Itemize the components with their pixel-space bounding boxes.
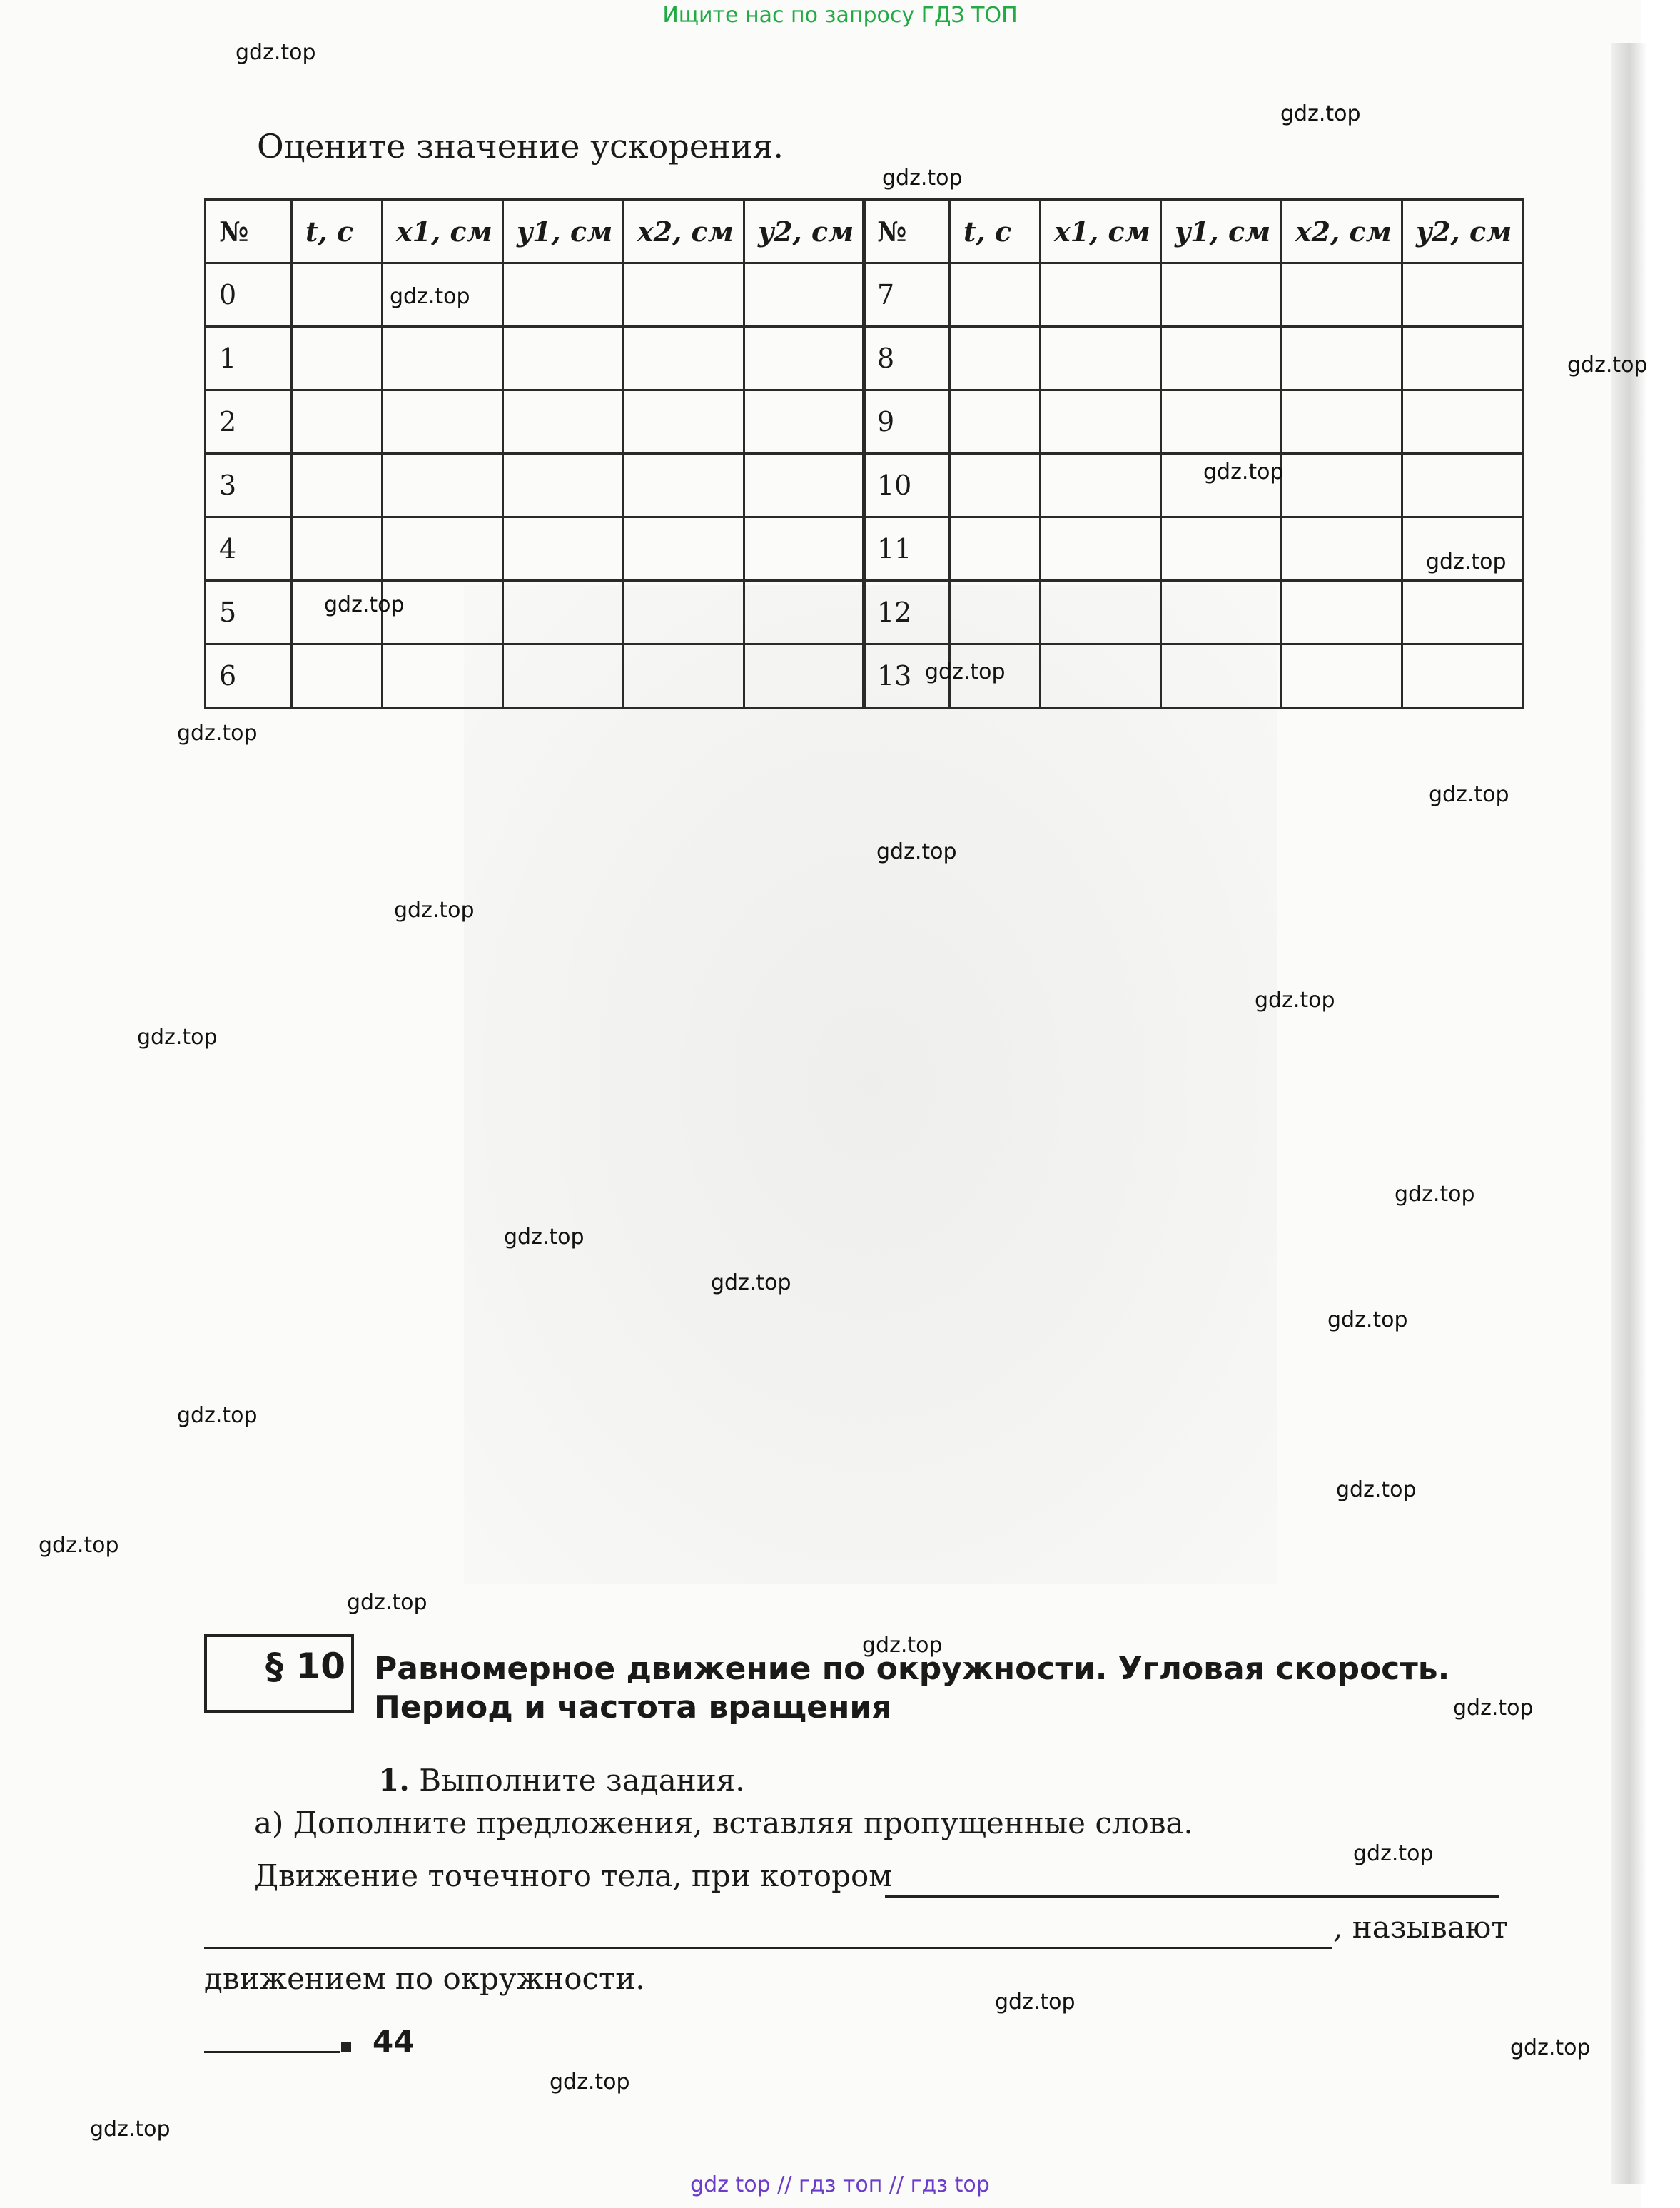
answer-blank-line-2[interactable] xyxy=(204,1947,1332,1949)
question-subtask-a: а) Дополните предложения, вставляя пропущенные слова. xyxy=(254,1806,1193,1840)
row-number: 3 xyxy=(206,454,292,517)
watermark: gdz.top xyxy=(1280,101,1361,126)
x2-cell[interactable] xyxy=(1282,454,1402,517)
x1-cell[interactable] xyxy=(1041,263,1161,327)
watermark: gdz.top xyxy=(236,40,316,65)
row-number: 4 xyxy=(206,517,292,581)
time-cell[interactable] xyxy=(292,263,383,327)
time-cell[interactable] xyxy=(292,517,383,581)
top-banner[interactable]: Ищите нас по запросу ГДЗ ТОП xyxy=(662,3,1018,28)
x1-cell[interactable] xyxy=(1041,517,1161,581)
time-cell[interactable] xyxy=(950,327,1041,390)
col-y1: y1, см xyxy=(503,200,624,263)
x1-cell[interactable] xyxy=(1041,644,1161,708)
col-time: t, с xyxy=(292,200,383,263)
row-number: 1 xyxy=(206,327,292,390)
time-cell[interactable] xyxy=(292,390,383,454)
x1-cell[interactable] xyxy=(1041,454,1161,517)
x1-cell[interactable] xyxy=(383,390,503,454)
watermark: gdz.top xyxy=(90,2117,171,2142)
row-number: 0 xyxy=(206,263,292,327)
watermark: gdz.top xyxy=(1426,550,1507,574)
x1-cell[interactable] xyxy=(1041,327,1161,390)
x2-cell[interactable] xyxy=(1282,517,1402,581)
watermark: gdz.top xyxy=(39,1533,119,1558)
row-number: 10 xyxy=(864,454,950,517)
watermark: gdz.top xyxy=(324,592,405,617)
y1-cell[interactable] xyxy=(1161,327,1282,390)
watermark: gdz.top xyxy=(1327,1307,1408,1332)
row-number: 13 xyxy=(864,644,950,708)
table-row xyxy=(206,517,865,581)
watermark: gdz.top xyxy=(876,839,957,864)
table-row xyxy=(206,390,865,454)
y2-cell[interactable] xyxy=(744,581,865,644)
time-cell[interactable] xyxy=(292,454,383,517)
col-x2: x2, см xyxy=(624,200,744,263)
row-number: 12 xyxy=(864,581,950,644)
y2-cell[interactable] xyxy=(1402,581,1523,644)
watermark: gdz.top xyxy=(862,1633,943,1658)
col-y2: y2, см xyxy=(1402,200,1523,263)
y2-cell[interactable] xyxy=(744,263,865,327)
table-row xyxy=(864,581,1523,644)
row-number: 7 xyxy=(864,263,950,327)
watermark: gdz.top xyxy=(504,1225,585,1250)
table-row xyxy=(864,327,1523,390)
time-cell[interactable] xyxy=(950,390,1041,454)
watermark: gdz.top xyxy=(137,1025,218,1050)
question-sentence-middle: , называют xyxy=(1333,1910,1508,1945)
table-row xyxy=(864,263,1523,327)
y2-cell[interactable] xyxy=(744,327,865,390)
time-cell[interactable] xyxy=(950,581,1041,644)
watermark: gdz.top xyxy=(1395,1182,1475,1207)
question-sentence-start: Движение точечного тела, при котором xyxy=(254,1858,892,1893)
watermark: gdz.top xyxy=(550,2070,630,2095)
page-number-marker xyxy=(341,2042,351,2052)
watermark: gdz.top xyxy=(995,1990,1076,2015)
y2-cell[interactable] xyxy=(1402,644,1523,708)
x2-cell[interactable] xyxy=(624,581,744,644)
table-row xyxy=(206,454,865,517)
table-header-row xyxy=(206,200,865,263)
time-cell[interactable] xyxy=(292,327,383,390)
measurement-table-right xyxy=(862,198,1524,709)
x1-cell[interactable] xyxy=(1041,390,1161,454)
y1-cell[interactable] xyxy=(503,581,624,644)
watermark: gdz.top xyxy=(177,1403,258,1428)
row-number: 5 xyxy=(206,581,292,644)
table-row xyxy=(206,327,865,390)
watermark: gdz.top xyxy=(1255,988,1335,1013)
watermark: gdz.top xyxy=(390,284,470,309)
footer-banner[interactable]: gdz top // гдз топ // гдз top xyxy=(690,2172,990,2197)
watermark: gdz.top xyxy=(1353,1841,1434,1866)
col-x1: x1, см xyxy=(383,200,503,263)
col-number: № xyxy=(864,200,950,263)
time-cell[interactable] xyxy=(950,263,1041,327)
section-title xyxy=(374,1650,1516,1727)
y2-cell[interactable] xyxy=(744,517,865,581)
watermark: gdz.top xyxy=(1429,782,1509,807)
watermark: gdz.top xyxy=(1510,2035,1591,2060)
table-row xyxy=(206,263,865,327)
x1-cell[interactable] xyxy=(383,454,503,517)
y2-cell[interactable] xyxy=(1402,263,1523,327)
x2-cell[interactable] xyxy=(1282,327,1402,390)
section-title-line2: Период и частота вращения xyxy=(374,1689,892,1726)
y2-cell[interactable] xyxy=(744,644,865,708)
y2-cell[interactable] xyxy=(1402,390,1523,454)
watermark: gdz.top xyxy=(1453,1696,1534,1721)
table-row xyxy=(864,517,1523,581)
col-number: № xyxy=(206,200,292,263)
y1-cell[interactable] xyxy=(503,454,624,517)
x2-cell[interactable] xyxy=(1282,263,1402,327)
y2-cell[interactable] xyxy=(1402,327,1523,390)
watermark: gdz.top xyxy=(394,898,475,923)
col-x1: x1, см xyxy=(1041,200,1161,263)
watermark: gdz.top xyxy=(711,1270,791,1295)
row-number: 11 xyxy=(864,517,950,581)
y2-cell[interactable] xyxy=(744,454,865,517)
col-y2: y2, см xyxy=(744,200,865,263)
measurement-table-left xyxy=(204,198,866,709)
x2-cell[interactable] xyxy=(624,454,744,517)
x2-cell[interactable] xyxy=(624,517,744,581)
y1-cell[interactable] xyxy=(503,263,624,327)
y1-cell[interactable] xyxy=(503,644,624,708)
y1-cell[interactable] xyxy=(503,517,624,581)
table-header-row xyxy=(864,200,1523,263)
watermark: gdz.top xyxy=(1336,1477,1417,1502)
section-number: § 10 xyxy=(265,1646,346,1687)
x2-cell[interactable] xyxy=(1282,581,1402,644)
answer-blank-line-1[interactable] xyxy=(885,1895,1499,1898)
x1-cell[interactable] xyxy=(383,644,503,708)
y1-cell[interactable] xyxy=(1161,517,1282,581)
col-time: t, с xyxy=(950,200,1041,263)
x2-cell[interactable] xyxy=(1282,390,1402,454)
task-title: Оцените значение ускорения. xyxy=(257,127,784,166)
x2-cell[interactable] xyxy=(1282,644,1402,708)
x2-cell[interactable] xyxy=(624,644,744,708)
x1-cell[interactable] xyxy=(383,327,503,390)
y1-cell[interactable] xyxy=(503,390,624,454)
question-sentence-end: движением по окружности. xyxy=(204,1961,645,1996)
x2-cell[interactable] xyxy=(624,327,744,390)
y1-cell[interactable] xyxy=(1161,263,1282,327)
time-cell[interactable] xyxy=(950,517,1041,581)
page-number-rule xyxy=(204,2051,340,2053)
row-number: 8 xyxy=(864,327,950,390)
col-x2: x2, см xyxy=(1282,200,1402,263)
section-title-line1: Равномерное движение по окружности. Угловая скорость. xyxy=(374,1651,1450,1687)
watermark: gdz.top xyxy=(1203,460,1284,485)
page-number: 44 xyxy=(373,2024,415,2059)
y2-cell[interactable] xyxy=(744,390,865,454)
table-row xyxy=(206,581,865,644)
watermark: gdz.top xyxy=(1567,353,1648,378)
time-cell[interactable] xyxy=(950,454,1041,517)
row-number: 2 xyxy=(206,390,292,454)
watermark: gdz.top xyxy=(177,721,258,746)
bleed-through-shading xyxy=(464,585,1277,1584)
x1-cell[interactable] xyxy=(1041,581,1161,644)
y1-cell[interactable] xyxy=(1161,581,1282,644)
table-row xyxy=(206,644,865,708)
watermark: gdz.top xyxy=(925,659,1006,684)
x2-cell[interactable] xyxy=(624,263,744,327)
time-cell[interactable] xyxy=(292,644,383,708)
table-row xyxy=(864,390,1523,454)
x2-cell[interactable] xyxy=(624,390,744,454)
row-number: 6 xyxy=(206,644,292,708)
row-number: 9 xyxy=(864,390,950,454)
watermark: gdz.top xyxy=(347,1590,427,1615)
y1-cell[interactable] xyxy=(1161,644,1282,708)
x1-cell[interactable] xyxy=(383,517,503,581)
question-heading: 1. Выполните задания. xyxy=(378,1763,745,1798)
y2-cell[interactable] xyxy=(1402,454,1523,517)
table-row xyxy=(864,454,1523,517)
watermark: gdz.top xyxy=(882,166,963,191)
col-y1: y1, см xyxy=(1161,200,1282,263)
y1-cell[interactable] xyxy=(1161,390,1282,454)
y1-cell[interactable] xyxy=(503,327,624,390)
